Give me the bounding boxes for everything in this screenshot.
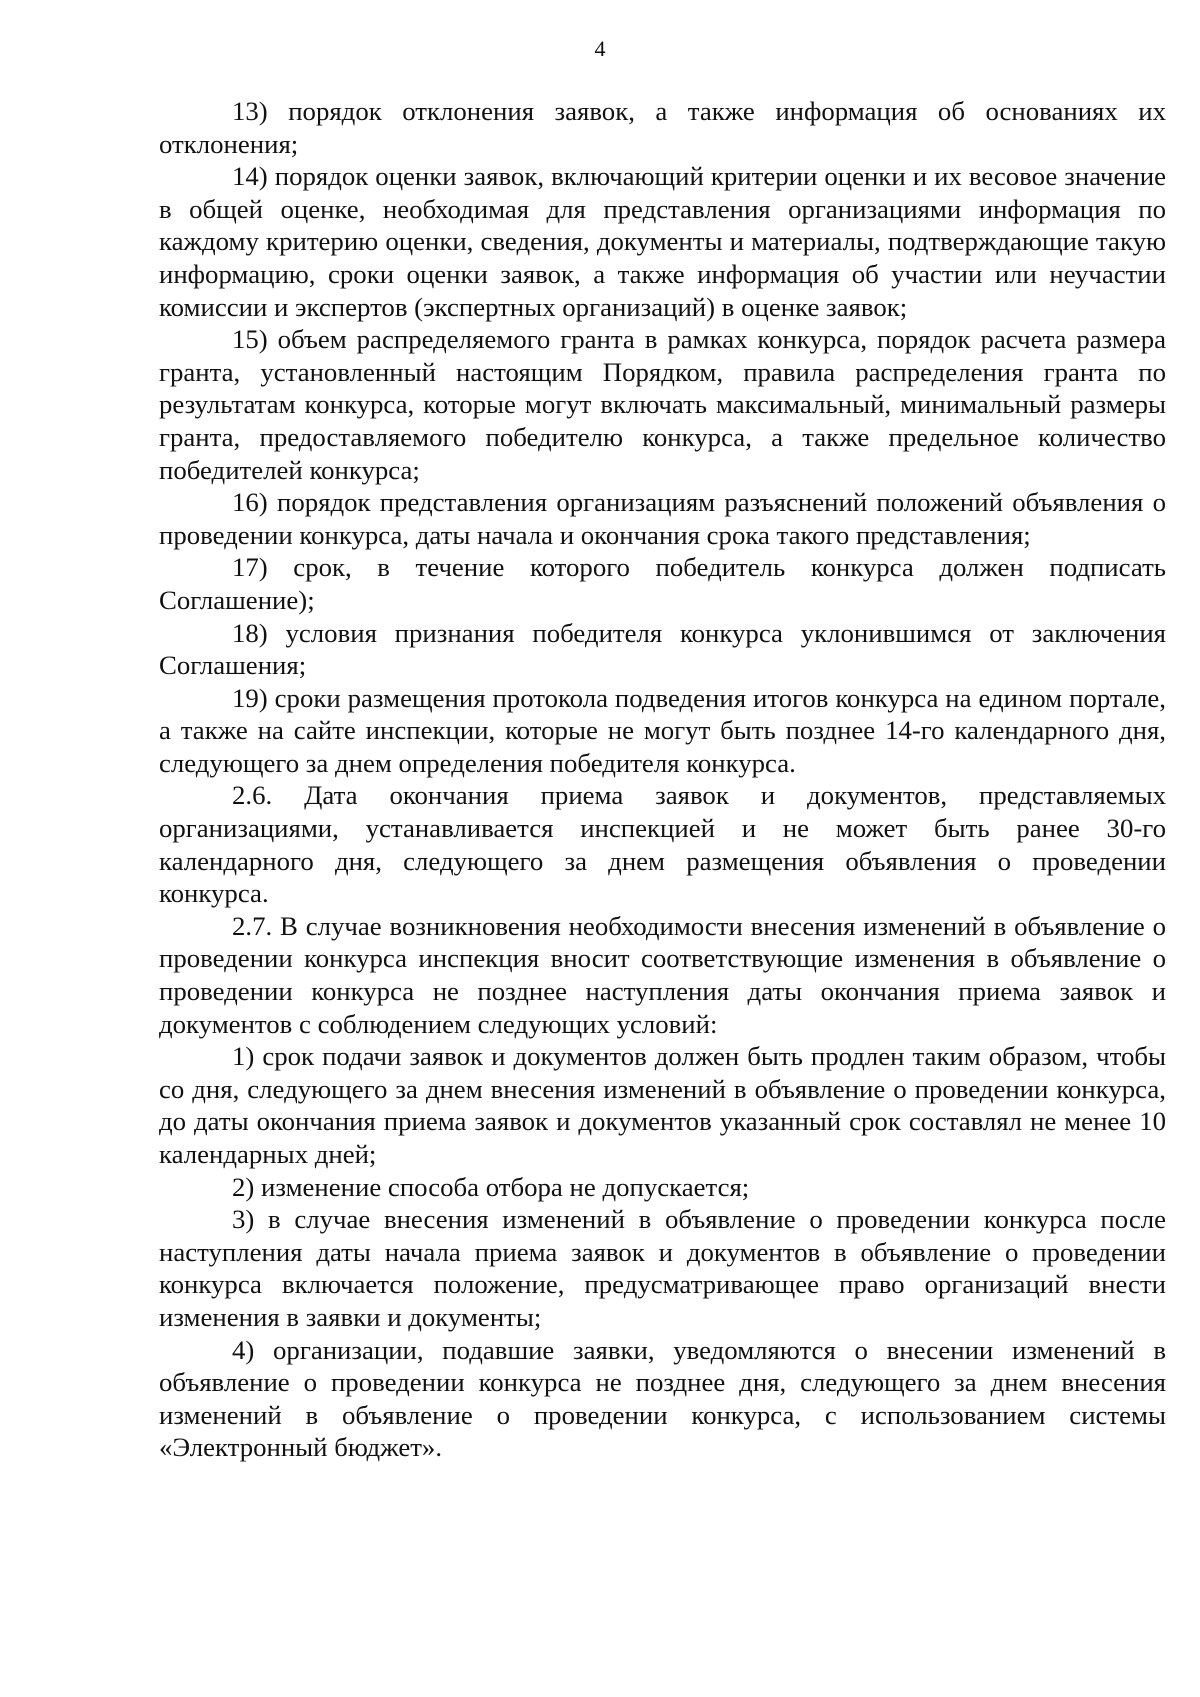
item-16-clarification-procedure: 16) порядок представления организациям разъяснений положений объявления о проведении конкурса, даты начала и окончания срока такого представления; xyxy=(159,487,1166,550)
item-17-signing-term: 17) срок, в течение которого победитель конкурса должен подписать Соглашение); xyxy=(159,552,1166,615)
item-15-grant-volume: 15) объем распределяемого гранта в рамках конкурса, порядок расчета размера гранта, установленный настоящим Порядком, правила распределения гранта по результатам конкурса, которые могут включать максимальный, минимальный размеры гранта, предоставляемого победителю конкурса, а также предельное количество победителей конкурса; xyxy=(159,324,1166,485)
document-body xyxy=(159,95,1166,1464)
item-13-rejection-procedure: 13) порядок отклонения заявок, а также информация об основаниях их отклонения; xyxy=(159,96,1166,159)
item-18-evasion-conditions: 18) условия признания победителя конкурса уклонившимся от заключения Соглашения; xyxy=(159,617,1166,681)
condition-4-notification: 4) организации, подавшие заявки, уведомляются о внесении изменений в объявление о проведении конкурса не позднее дня, следующего за днем внесения изменений в объявление о проведении конкурса, с использованием системы «Электронный бюджет». xyxy=(159,1334,1166,1463)
section-2-7-amendments: 2.7. В случае возникновения необходимости внесения изменений в объявление о проведении конкурса инспекция вносит соответствующие изменения в объявление о проведении конкурса не позднее наступления даты окончания приема заявок и документов с соблюдением следующих условий: xyxy=(159,910,1166,1039)
condition-3-amend-applications: 3) в случае внесения изменений в объявление о проведении конкурса после наступления даты начала приема заявок и документов в объявление о проведении конкурса включается положение, предусматривающее право организаций внести изменения в заявки и документы; xyxy=(159,1204,1166,1332)
condition-1-extension: 1) срок подачи заявок и документов должен быть продлен таким образом, чтобы со дня, следующего за днем внесения изменений в объявление о проведении конкурса, до даты окончания приема заявок и документов указанный срок составлял не менее 10 календарных дней; xyxy=(159,1041,1166,1169)
section-2-6-deadline: 2.6. Дата окончания приема заявок и документов, представляемых организациями, устанавливается инспекцией и не может быть ранее 30-го календарного дня, следующего за днем размещения объявления о проведении конкурса. xyxy=(159,780,1166,909)
item-14-evaluation-procedure: 14) порядок оценки заявок, включающий критерии оценки и их весовое значение в общей оценке, необходимая для представления организациями информация по каждому критерию оценки, сведения, документы и материалы, подтверждающие такую информацию, сроки оценки заявок, а также информация об участии или неучастии комиссии и экспертов (экспертных организаций) в оценке заявок; xyxy=(159,161,1166,322)
page-number: 4 xyxy=(594,36,606,61)
item-19-protocol-placement: 19) сроки размещения протокола подведения итогов конкурса на едином портале, а также на сайте инспекции, которые не могут быть позднее 14-го календарного дня, следующего за днем определения победителя конкурса. xyxy=(159,682,1166,778)
condition-2-selection-method: 2) изменение способа отбора не допускается; xyxy=(232,1171,750,1202)
